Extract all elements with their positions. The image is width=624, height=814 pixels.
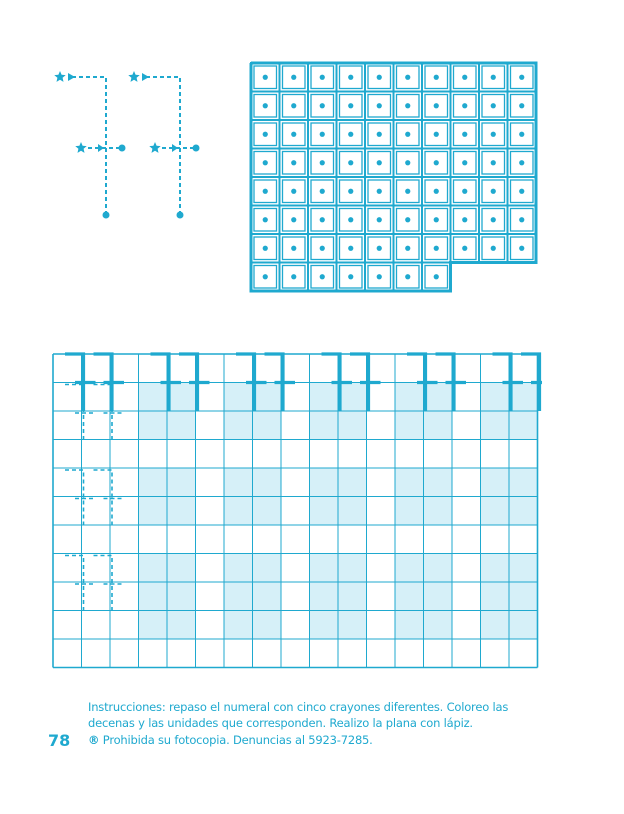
guide-seven-units (94, 385, 125, 442)
unit-cell (422, 263, 451, 292)
shaded-cell (509, 554, 538, 640)
practice-grid (48, 350, 542, 670)
arrow-icon (98, 144, 104, 152)
registered-mark-icon: ® (88, 733, 100, 747)
ten-block-cell (365, 92, 394, 121)
ten-block-cell (422, 177, 451, 206)
ten-block-cell (365, 206, 394, 235)
guide-seven-units (94, 556, 125, 613)
ten-block-cell (394, 120, 423, 149)
traced-seven-2 (128, 71, 199, 219)
end-dot (103, 212, 110, 219)
numeral-tracing-guide (40, 60, 220, 230)
ten-block-cell (479, 149, 508, 178)
ten-block-cell (394, 92, 423, 121)
copyright-text: Prohibida su fotocopia. Denuncias al 5923-7285. (102, 733, 373, 747)
ten-block-cell (280, 92, 309, 121)
ten-block-cell (479, 177, 508, 206)
ten-block-cell (422, 149, 451, 178)
ten-block-cell (308, 92, 337, 121)
ten-block-cell (308, 120, 337, 149)
ten-block-cell (479, 92, 508, 121)
shaded-cell (395, 554, 424, 640)
ten-block-cell (337, 120, 366, 149)
shaded-cell (338, 554, 367, 640)
ten-block-cell (422, 92, 451, 121)
end-dot (119, 145, 126, 152)
ten-block-cell (508, 206, 537, 235)
ten-block-cell (422, 234, 451, 263)
shaded-cell (139, 554, 168, 640)
ten-block-cell (337, 206, 366, 235)
shaded-cell (310, 554, 339, 640)
copyright-notice (88, 733, 373, 747)
ten-block-cell (508, 92, 537, 121)
star-icon (75, 142, 86, 153)
ten-block-cell (251, 177, 280, 206)
ten-block-cell (479, 120, 508, 149)
ten-block-cell (280, 206, 309, 235)
unit-cell (308, 263, 337, 292)
star-icon (149, 142, 160, 153)
ten-block-cell (508, 177, 537, 206)
shaded-cell (481, 554, 510, 640)
ten-block-cell (308, 234, 337, 263)
star-icon (54, 71, 65, 82)
ten-block-cell (337, 149, 366, 178)
ten-block-cell (308, 206, 337, 235)
ten-block-cell (280, 234, 309, 263)
arrow-icon (68, 73, 75, 81)
ten-block-cell (451, 234, 480, 263)
ten-block-cell (394, 177, 423, 206)
ten-block-cell (280, 177, 309, 206)
ten-block-cell (308, 149, 337, 178)
ten-block-cell (422, 63, 451, 92)
star-icon (128, 71, 139, 82)
instructions-text: Instrucciones: repaso el numeral con cinco crayones diferentes. Coloreo las decenas y las unidades que corresponden. Realizo la plana con lápiz. (88, 700, 509, 730)
unit-cell (365, 263, 394, 292)
shaded-cell (253, 554, 282, 640)
ten-block-cell (479, 206, 508, 235)
ten-block-cell (337, 177, 366, 206)
ten-block-cell (508, 63, 537, 92)
ten-block-cell (508, 149, 537, 178)
ten-block-cell (451, 206, 480, 235)
ten-block-cell (365, 177, 394, 206)
ten-block-cell (337, 234, 366, 263)
ten-block-cell (479, 234, 508, 263)
ten-block-cell (451, 177, 480, 206)
shaded-cell (224, 554, 253, 640)
unit-cell (337, 263, 366, 292)
ten-block-cell (280, 63, 309, 92)
ten-block-cell (308, 177, 337, 206)
shaded-cell (424, 554, 453, 640)
ten-block-cell (394, 149, 423, 178)
ten-block-cell (251, 92, 280, 121)
end-dot (177, 212, 184, 219)
ten-block-cell (337, 92, 366, 121)
unit-cell (251, 263, 280, 292)
ten-block-cell (422, 120, 451, 149)
ten-block-cell (479, 63, 508, 92)
ten-block-cell (251, 120, 280, 149)
arrow-icon (172, 144, 178, 152)
ten-block-cell (251, 234, 280, 263)
ten-block-cell (365, 149, 394, 178)
ten-block-cell (251, 63, 280, 92)
ten-block-cell (308, 63, 337, 92)
ten-block-cell (451, 120, 480, 149)
ten-block-cell (451, 92, 480, 121)
ten-block-cell (508, 120, 537, 149)
unit-cell (394, 263, 423, 292)
guide-seven-tens (65, 556, 96, 613)
ten-block-cell (394, 63, 423, 92)
arrow-icon (142, 73, 149, 81)
shaded-cell (167, 554, 196, 640)
ten-block-cell (251, 206, 280, 235)
traced-seven-1 (54, 71, 125, 219)
guide-seven-tens (65, 385, 96, 442)
ten-block-cell (422, 206, 451, 235)
ten-block-cell (394, 234, 423, 263)
ten-block-cell (251, 149, 280, 178)
guide-seven-tens (65, 470, 96, 527)
ten-block-cell (280, 149, 309, 178)
end-dot (193, 145, 200, 152)
ten-block-cell (394, 206, 423, 235)
ten-block-cell (365, 120, 394, 149)
page-number: 78 (48, 731, 71, 750)
ten-block-cell (451, 63, 480, 92)
ten-block-cell (451, 149, 480, 178)
ten-block-cell (280, 120, 309, 149)
guide-seven-units (94, 470, 125, 527)
base-ten-dot-block (248, 60, 542, 296)
ten-block-cell (365, 63, 394, 92)
unit-cell (280, 263, 309, 292)
ten-block-cell (365, 234, 394, 263)
ten-block-cell (337, 63, 366, 92)
ten-block-cell (508, 234, 537, 263)
